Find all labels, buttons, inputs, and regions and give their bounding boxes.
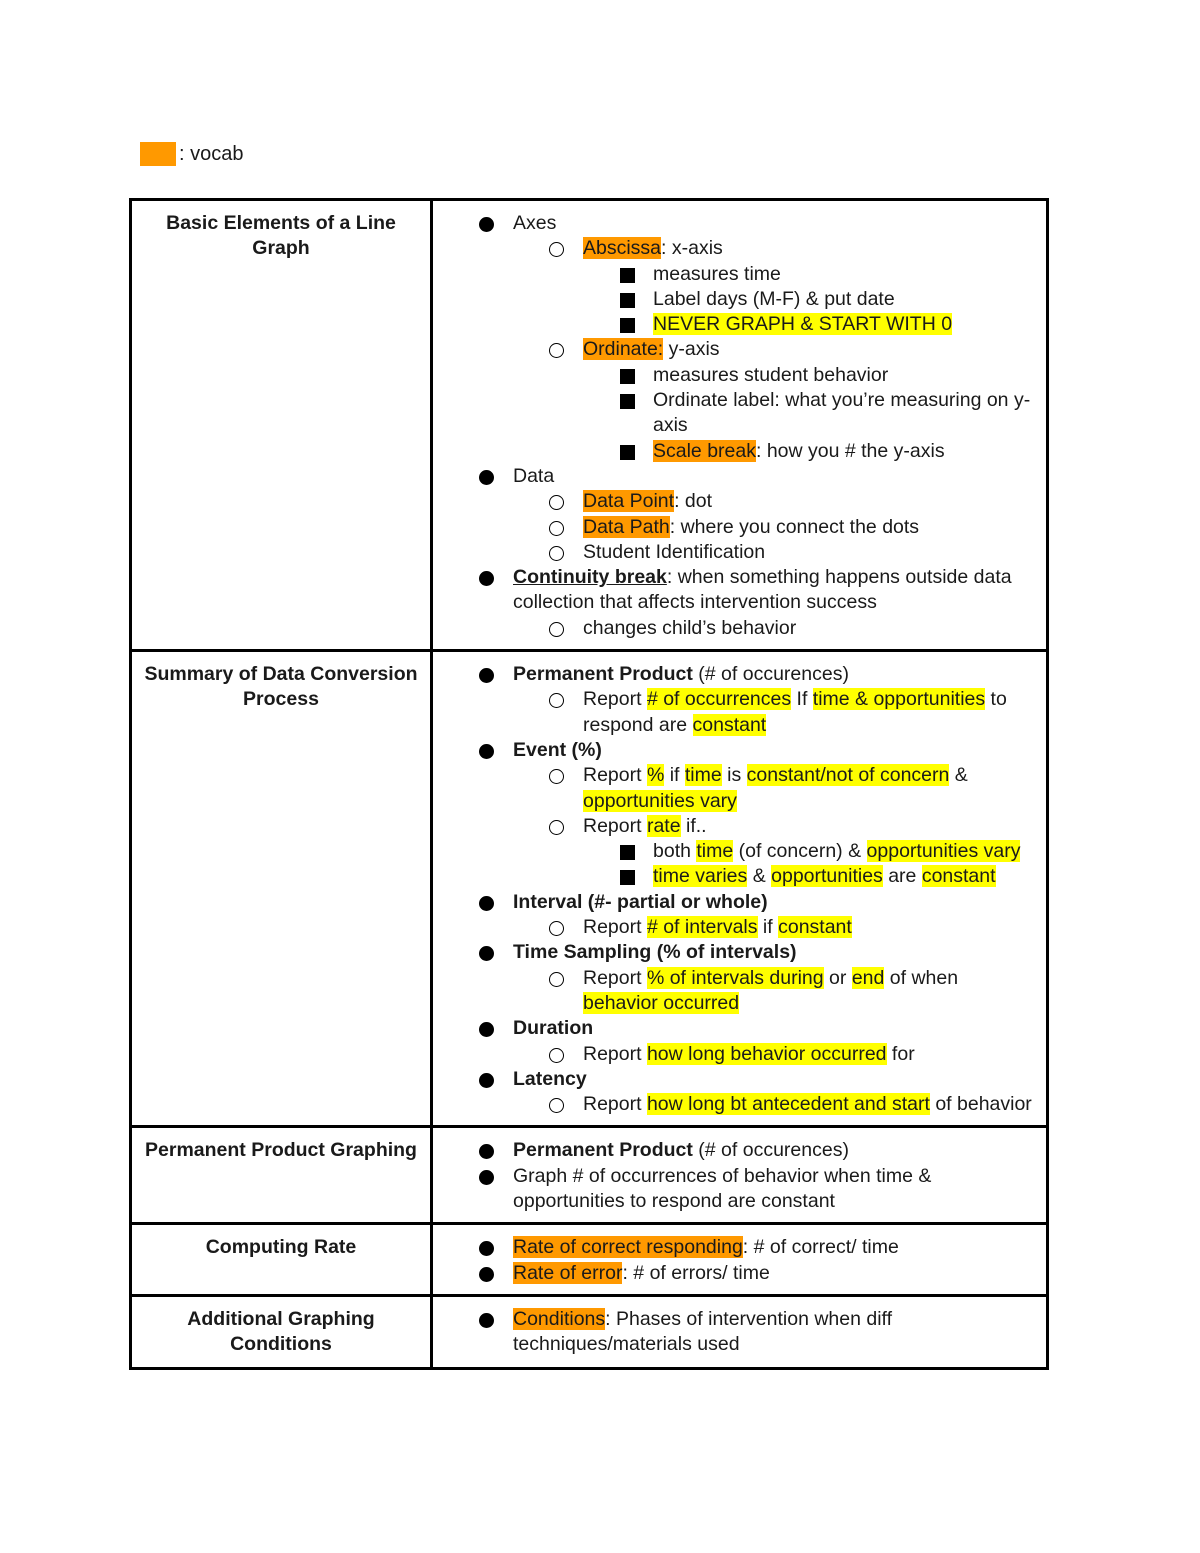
list-item [433,211,1038,236]
highlighted-text: time [696,840,734,863]
vocab-color-swatch [140,142,176,166]
text-segment: both [653,840,697,863]
highlighted-text: time [684,764,722,787]
topic-notes [432,1224,1048,1296]
legend-label: : vocab [179,142,244,165]
list-item [433,763,1038,814]
text-segment: : x-axis [661,237,723,260]
text-segment: Report [583,814,647,837]
list-item [433,388,1038,439]
list-item [433,662,1038,687]
list-item [433,540,1038,565]
list-item [433,312,1038,337]
filled-bullet-icon [479,946,494,961]
text-segment: of when [884,966,959,989]
text-segment: y-axis [663,338,720,361]
text-segment: (# of occurences) [692,1139,849,1162]
text-segment: (# of occurences) [692,663,849,686]
text-segment: Report [583,916,647,939]
topic-notes [432,200,1048,651]
notes-table [129,198,1049,1370]
topic-heading: Computing Rate [131,1224,432,1296]
text-segment: Label days (M-F) & put date [653,287,895,310]
list-item [433,687,1038,738]
table-row [131,1295,1048,1369]
text-segment: Permanent Product [513,663,693,686]
hollow-bullet-icon [549,546,564,561]
list-item [433,890,1038,915]
square-bullet-icon [620,445,635,460]
text-segment: if.. [680,814,707,837]
list-item [433,738,1038,763]
text-segment: or [823,966,852,989]
filled-bullet-icon [479,1267,494,1282]
text-segment: : where you connect the dots [669,515,920,538]
hollow-bullet-icon [549,495,564,510]
filled-bullet-icon [479,470,494,485]
highlighted-text: rate [646,814,681,837]
text-segment: : Phases of intervention when diff techniques/materials used [513,1307,893,1356]
list-item [433,337,1038,362]
text-segment: Graph # of occurrences of behavior when time & opportunities to respond are constant [513,1164,932,1212]
list-item [433,1307,1038,1358]
list-item [433,966,1038,1017]
list-item [433,236,1038,261]
filled-bullet-icon [479,571,494,586]
highlighted-text: opportunities vary [583,789,737,812]
vocab-term: Scale break [653,439,756,462]
list-item [433,1261,1038,1286]
table-row [131,1127,1048,1224]
text-segment: Continuity break [513,566,667,589]
table-row [131,651,1048,1127]
text-segment: Student Identification [583,540,766,563]
topic-notes [432,1295,1048,1369]
square-bullet-icon [620,369,635,384]
highlighted-text: end [851,966,885,989]
text-segment: Report [583,1042,647,1065]
text-segment: measures time [653,262,781,285]
hollow-bullet-icon [549,622,564,637]
vocab-legend [140,141,243,167]
hollow-bullet-icon [549,972,564,987]
square-bullet-icon [620,293,635,308]
text-segment: Data [513,464,555,487]
topic-notes [432,1127,1048,1224]
text-segment: : when something happens outside data collection that affects intervention success [513,566,1012,614]
square-bullet-icon [620,845,635,860]
bullet-list [433,1307,1038,1358]
square-bullet-icon [620,268,635,283]
text-segment: (of concern) & [733,840,867,863]
table-row [131,200,1048,651]
text-segment: measures student behavior [653,363,889,386]
square-bullet-icon [620,870,635,885]
hollow-bullet-icon [549,1048,564,1063]
list-item [433,1042,1038,1067]
highlighted-text: time varies [653,865,748,888]
hollow-bullet-icon [549,1098,564,1113]
list-item [433,1016,1038,1041]
highlighted-text: constant [692,713,767,736]
highlighted-text: how long bt antecedent and start [646,1093,930,1116]
list-item [433,1138,1038,1163]
text-segment: are [882,865,922,888]
text-segment: Report [583,688,647,711]
topic-notes [432,651,1048,1127]
list-item [433,262,1038,287]
text-segment: : # of correct/ time [742,1236,899,1259]
hollow-bullet-icon [549,921,564,936]
hollow-bullet-icon [549,820,564,835]
bullet-list [433,1235,1038,1286]
list-item [433,814,1038,839]
text-segment: Latency [513,1067,587,1090]
list-item [433,1092,1038,1117]
highlighted-text: behavior occurred [583,991,740,1014]
bullet-list [433,662,1038,1117]
square-bullet-icon [620,318,635,333]
highlighted-text: constant [778,916,852,939]
filled-bullet-icon [479,744,494,759]
text-segment: & [747,865,772,888]
text-segment: Report [583,966,647,989]
text-segment: Ordinate label: what you’re measuring on y-axis [653,389,1031,437]
text-segment: Interval (#- partial or whole) [513,890,768,913]
text-segment: of behavior [929,1093,1032,1116]
text-segment: & [949,764,968,787]
text-segment: if [664,764,685,787]
list-item [433,1164,1038,1215]
list-item [433,565,1038,616]
hollow-bullet-icon [549,693,564,708]
highlighted-text: # of intervals [646,916,758,939]
vocab-term: Ordinate: [583,338,664,361]
vocab-term: Data Point [583,490,675,513]
highlighted-text: opportunities vary [866,840,1021,863]
vocab-term: Data Path [583,515,670,538]
hollow-bullet-icon [549,242,564,257]
list-item [433,363,1038,388]
list-item [433,616,1038,641]
text-segment: : how you # the y-axis [755,439,945,462]
hollow-bullet-icon [549,343,564,358]
text-segment: : dot [674,490,713,513]
square-bullet-icon [620,394,635,409]
topic-heading: Summary of Data Conversion Process [131,651,432,1127]
list-item [433,1067,1038,1092]
hollow-bullet-icon [549,769,564,784]
vocab-term: Rate of error [513,1261,623,1284]
filled-bullet-icon [479,1073,494,1088]
text-segment: to respond are [583,688,1007,736]
highlighted-text: constant [921,865,996,888]
filled-bullet-icon [479,1144,494,1159]
topic-heading: Permanent Product Graphing [131,1127,432,1224]
text-segment: : # of errors/ time [622,1261,770,1284]
list-item [433,287,1038,312]
filled-bullet-icon [479,1241,494,1256]
filled-bullet-icon [479,1313,494,1328]
vocab-term: Rate of correct responding [513,1236,743,1259]
text-segment: is [721,764,747,787]
highlighted-text: # of occurrences [646,688,792,711]
filled-bullet-icon [479,668,494,683]
highlighted-text: time & opportunities [812,688,986,711]
list-item [433,839,1038,864]
list-item [433,439,1038,464]
topic-heading: Additional Graphing Conditions [131,1295,432,1369]
notes-table-body [131,200,1048,1369]
text-segment: for [886,1042,915,1065]
hollow-bullet-icon [549,521,564,536]
text-segment: Permanent Product [513,1139,693,1162]
text-segment: If [791,688,813,711]
bullet-list [433,1138,1038,1214]
text-segment: Event (%) [513,738,602,761]
highlighted-text: NEVER GRAPH & START WITH 0 [653,313,953,336]
text-segment: Duration [513,1017,594,1040]
list-item [433,489,1038,514]
text-segment: changes child’s behavior [583,616,797,639]
filled-bullet-icon [479,1170,494,1185]
highlighted-text: % [646,764,665,787]
list-item [433,515,1038,540]
list-item [433,940,1038,965]
highlighted-text: % of intervals during [646,966,824,989]
bullet-list [433,211,1038,641]
table-row [131,1224,1048,1296]
text-segment: Time Sampling (% of intervals) [513,941,797,964]
topic-heading: Basic Elements of a Line Graph [131,200,432,651]
filled-bullet-icon [479,1022,494,1037]
filled-bullet-icon [479,896,494,911]
list-item [433,1235,1038,1260]
text-segment: Report [583,1093,647,1116]
list-item [433,864,1038,889]
filled-bullet-icon [479,217,494,232]
text-segment: Axes [513,212,557,234]
text-segment: if [757,916,779,939]
highlighted-text: opportunities [771,865,883,888]
vocab-term: Abscissa [583,237,662,260]
highlighted-text: constant/not of concern [746,764,950,787]
vocab-term: Conditions [513,1307,606,1330]
list-item [433,464,1038,489]
list-item [433,915,1038,940]
text-segment: Report [583,764,647,787]
highlighted-text: how long behavior occurred [646,1042,887,1065]
